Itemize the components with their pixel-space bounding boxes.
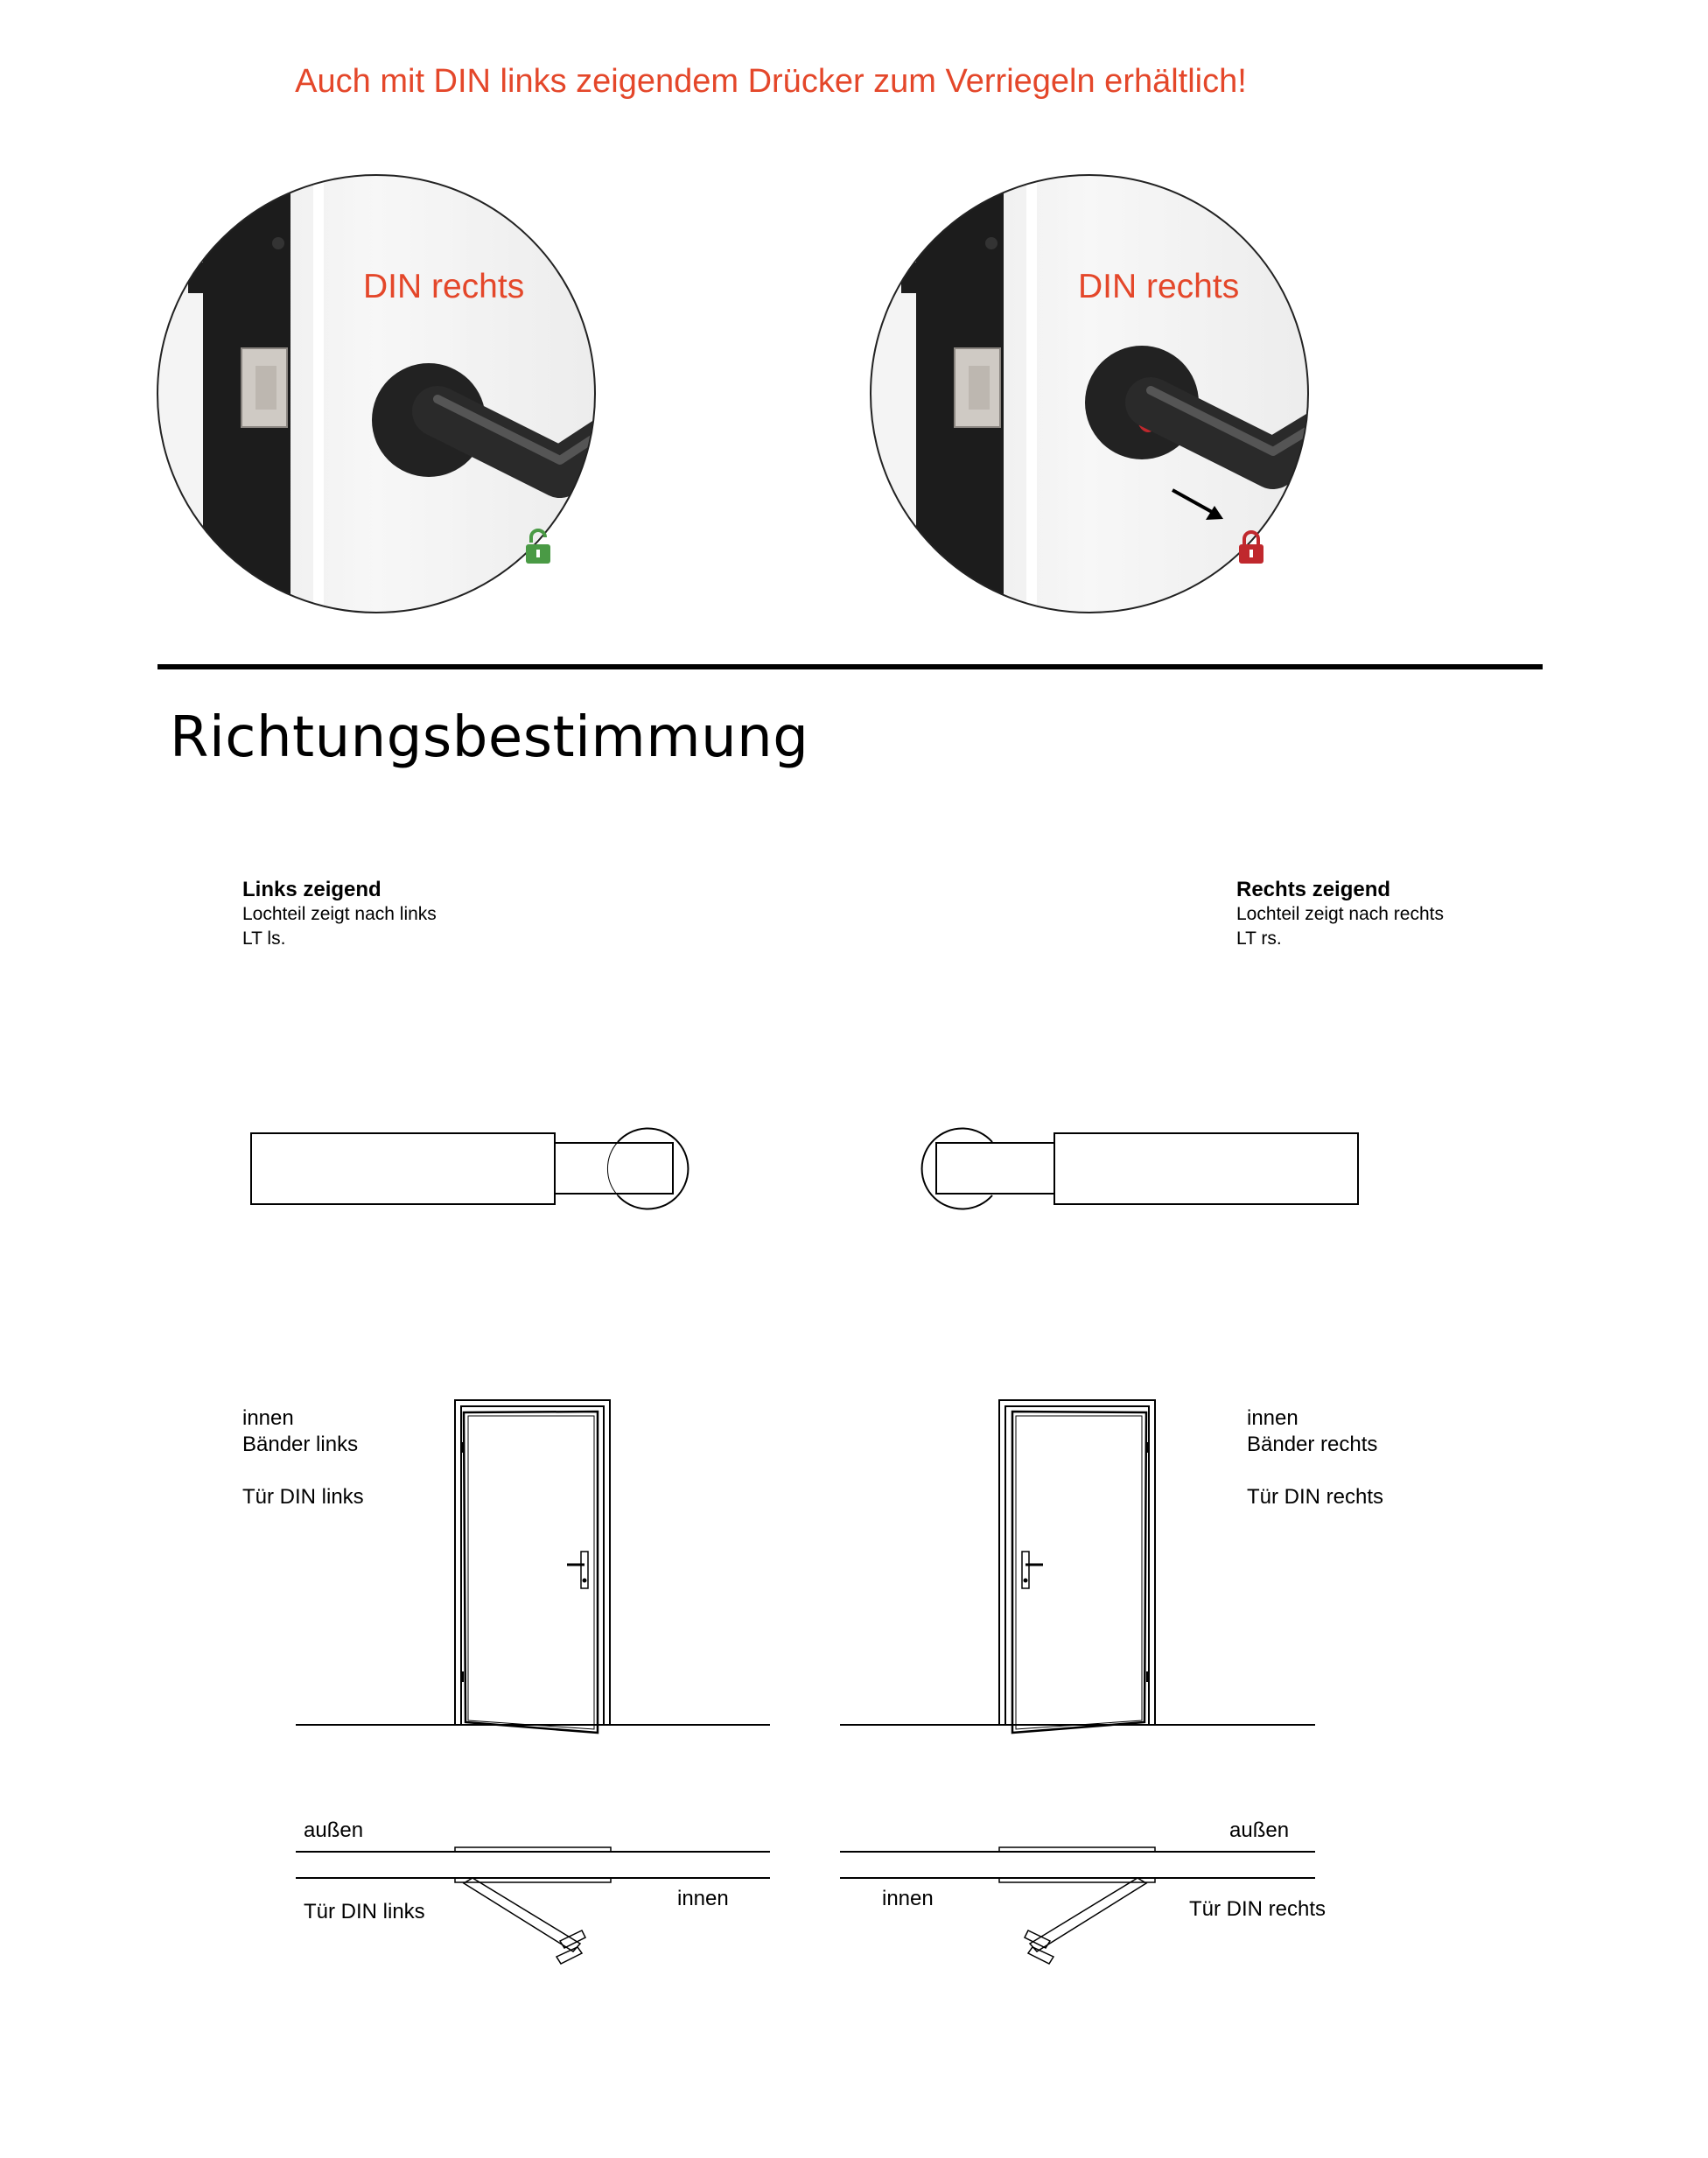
right-desc-line2: LT rs.: [1236, 928, 1282, 949]
left-plan-outside-label: außen: [304, 1818, 364, 1842]
photo-2-label: DIN rechts: [1078, 268, 1240, 305]
left-plan-door-label: Tür DIN links: [304, 1900, 425, 1923]
right-door-din-label: Tür DIN rechts: [1247, 1485, 1384, 1509]
right-door-hinges-label: Bänder rechts: [1247, 1433, 1378, 1456]
availability-banner-text: Auch mit DIN links zeigendem Drücker zum Verriegeln erhältlich!: [295, 63, 1247, 100]
left-desc-line2: LT ls.: [242, 928, 286, 949]
lever-left-diagram: [251, 1129, 688, 1209]
lever-right-diagram: [922, 1128, 1358, 1209]
right-desc-line1: Lochteil zeigt nach rechts: [1236, 904, 1444, 924]
left-plan-inside-label: innen: [677, 1887, 729, 1910]
left-door-hinges-label: Bänder links: [242, 1433, 359, 1456]
right-plan-outside-label: außen: [1229, 1818, 1290, 1842]
right-plan-inside-label: innen: [882, 1887, 934, 1910]
left-desc-line1: Lochteil zeigt nach links: [242, 904, 437, 924]
right-plan-door-label: Tür DIN rechts: [1189, 1897, 1326, 1921]
right-door-inside-label: innen: [1247, 1406, 1298, 1430]
door-din-right: [840, 1400, 1315, 1733]
left-door-inside-label: innen: [242, 1406, 294, 1430]
left-door-din-label: Tür DIN links: [242, 1485, 364, 1509]
door-din-left: [296, 1400, 770, 1733]
photo-1-label: DIN rechts: [363, 268, 525, 305]
section-title: Richtungsbestimmung: [170, 705, 809, 770]
right-heading: Rechts zeigend: [1236, 878, 1391, 901]
left-heading: Links zeigend: [242, 878, 382, 901]
